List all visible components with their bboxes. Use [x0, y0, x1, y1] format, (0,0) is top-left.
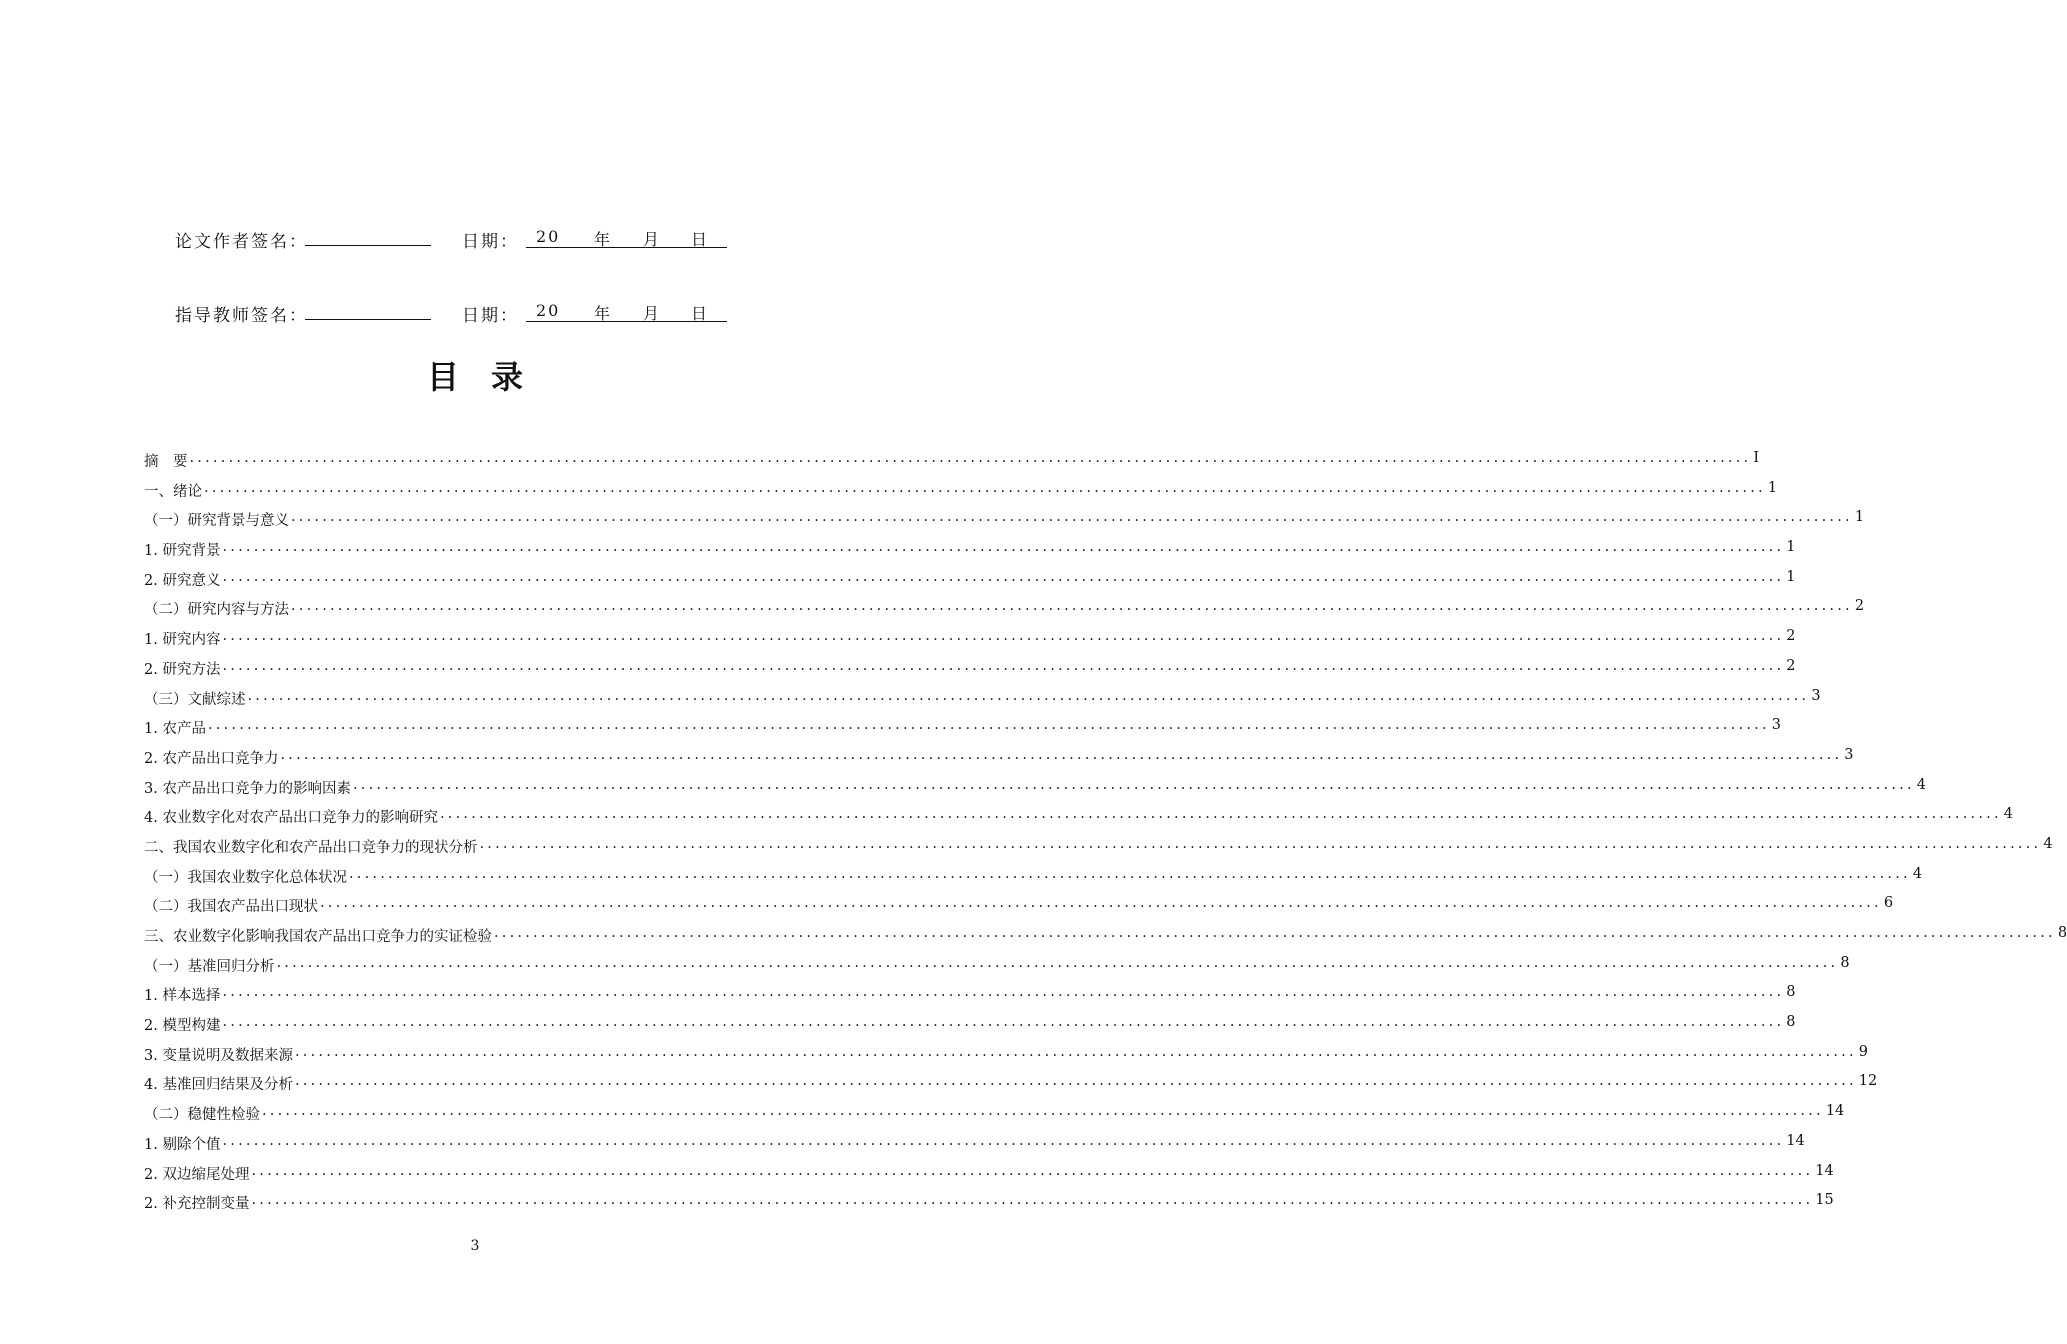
toc-entry[interactable] [144, 746, 1854, 777]
toc-entry[interactable] [144, 1192, 1834, 1222]
toc-entry[interactable] [144, 1014, 1796, 1044]
toc-entry-title: 1. 样本选择 [144, 988, 221, 1005]
toc-dot-leader: ........................................................................................................................................................................................................ [479, 835, 2042, 852]
toc-entry-page: 3 [1771, 717, 1782, 734]
toc-entry[interactable] [144, 925, 2067, 955]
advisor-date-month-char: 月 [643, 304, 662, 323]
toc-entry-page: 8 [2057, 925, 2067, 941]
toc-dot-leader: ........................................................................................................................................................................................................ [294, 1043, 1857, 1060]
toc-dot-leader: ........................................................................................................................................................................................................ [320, 895, 1882, 912]
toc-entry-page: 9 [1858, 1043, 1869, 1060]
toc-entry-title: 1. 剔除个值 [144, 1136, 221, 1153]
toc-entry-title: （一）基准回归分析 [144, 958, 275, 975]
toc-entry-page: 14 [1825, 1103, 1845, 1120]
toc-entry-title: 三、农业数字化影响我国农产品出口竞争力的实证检验 [144, 929, 492, 945]
toc-entry[interactable] [144, 509, 1865, 539]
toc-entry[interactable] [144, 776, 1927, 807]
toc-entry-title: 2. 模型构建 [144, 1018, 221, 1035]
toc-entry[interactable] [144, 687, 1821, 718]
toc-entry[interactable] [144, 450, 1760, 480]
toc-dot-leader: ........................................................................................................................................................................................................ [222, 539, 1785, 556]
toc-entry-title: 2. 补充控制变量 [144, 1196, 250, 1213]
advisor-signature-label: 指导教师签名： [175, 306, 308, 326]
advisor-date-year-char: 年 [594, 304, 613, 323]
author-date-label: 日期： [462, 232, 519, 252]
toc-dot-leader: ........................................................................................................................................................................................................ [222, 568, 1785, 585]
toc-dot-leader: ........................................................................................................................................................................................................ [280, 746, 1843, 763]
toc-entry[interactable] [144, 657, 1796, 688]
advisor-date-field [526, 301, 727, 322]
toc-dot-leader: ........................................................................................................................................................................................................ [352, 776, 1915, 793]
toc-entry-page: 2 [1786, 657, 1796, 674]
toc-entry-page: 2 [1854, 598, 1865, 615]
toc-entry-title: （二）稳健性检验 [144, 1107, 260, 1124]
advisor-date-label: 日期： [462, 306, 519, 326]
toc-entry-page: I [1753, 450, 1760, 466]
toc-entry-title: 2. 农产品出口竞争力 [144, 750, 279, 767]
toc-entry-page: 4 [2003, 806, 2014, 823]
toc-entry-page: 1 [1786, 568, 1796, 585]
toc-dot-leader: ........................................................................................................................................................................................................ [251, 1162, 1814, 1179]
toc-dot-leader: ........................................................................................................................................................................................................ [439, 806, 2002, 823]
toc-entry-page: 3 [1811, 687, 1821, 704]
toc-entry[interactable] [144, 539, 1796, 569]
toc-dot-leader: ........................................................................................................................................................................................................ [349, 865, 1911, 882]
toc-entry-title: 2. 研究意义 [144, 572, 221, 589]
toc-title: 目录 [426, 358, 555, 396]
toc-entry[interactable] [144, 984, 1796, 1014]
toc-dot-leader: ........................................................................................................................................................................................................ [276, 954, 1839, 971]
toc-entry-title: 4. 农业数字化对农产品出口竞争力的影响研究 [144, 810, 438, 827]
toc-entry[interactable] [144, 954, 1850, 985]
toc-entry-page: 8 [1786, 984, 1796, 1001]
toc-entry-page: 4 [1912, 865, 1923, 882]
toc-dot-leader: ........................................................................................................................................................................................................ [222, 1132, 1785, 1149]
toc-entry-page: 1 [1786, 539, 1796, 556]
toc-entry-page: 2 [1786, 628, 1796, 645]
toc-entry-page: 1 [1854, 509, 1865, 526]
toc-dot-leader: ........................................................................................................................................................................................................ [294, 1073, 1857, 1090]
toc-dot-leader: ........................................................................................................................................................................................................ [247, 687, 1810, 704]
toc-dot-leader: ........................................................................................................................................................................................................ [494, 925, 2056, 941]
toc-entry[interactable] [144, 1162, 1834, 1193]
toc-dot-leader: ........................................................................................................................................................................................................ [222, 628, 1785, 645]
toc-entry-title: （一）研究背景与意义 [144, 513, 289, 530]
toc-entry[interactable] [144, 1043, 1869, 1074]
toc-dot-leader: ........................................................................................................................................................................................................ [207, 717, 1770, 734]
toc-entry-title: （一）我国农业数字化总体状况 [144, 869, 347, 886]
toc-dot-leader: ........................................................................................................................................................................................................ [222, 657, 1785, 674]
toc-entry-page: 4 [2043, 835, 2053, 852]
author-signature-label: 论文作者签名： [175, 232, 308, 252]
toc-entry-page: 4 [1916, 776, 1927, 793]
toc-entry[interactable] [144, 835, 2053, 866]
toc-entry-title: （二）研究内容与方法 [144, 602, 289, 619]
toc-entry-title: 一、绪论 [144, 483, 202, 500]
toc-entry-title: 3. 农产品出口竞争力的影响因素 [144, 780, 351, 797]
toc-entry-title: （三）文献综述 [144, 691, 246, 708]
toc-entry-title: 2. 研究方法 [144, 661, 221, 678]
toc-entry-page: 8 [1786, 1014, 1796, 1031]
toc-entry-title: 二、我国农业数字化和农产品出口竞争力的现状分析 [144, 839, 478, 856]
toc-entry-title: 1. 农产品 [144, 721, 206, 738]
table-of-contents [144, 450, 2067, 1222]
toc-entry[interactable] [144, 1073, 1878, 1103]
toc-entry-title: 1. 研究内容 [144, 632, 221, 649]
toc-entry[interactable] [144, 479, 1778, 510]
advisor-date-year: 20 [536, 301, 561, 320]
author-date-field [526, 227, 727, 248]
toc-dot-leader: ........................................................................................................................................................................................................ [251, 1192, 1814, 1209]
author-date-month-char: 月 [643, 230, 662, 249]
toc-entry[interactable] [144, 1132, 1805, 1163]
advisor-signature-line [305, 319, 431, 320]
toc-dot-leader: ........................................................................................................................................................................................................ [291, 509, 1853, 526]
page-number: 3 [470, 1238, 480, 1254]
toc-entry[interactable] [144, 628, 1796, 658]
toc-entry-page: 12 [1858, 1073, 1878, 1090]
toc-entry-page: 3 [1844, 746, 1854, 763]
toc-dot-leader: ........................................................................................................................................................................................................ [222, 1014, 1785, 1031]
toc-dot-leader: ........................................................................................................................................................................................................ [204, 479, 1766, 496]
author-date-year-char: 年 [594, 230, 613, 249]
toc-entry-page: 6 [1883, 895, 1894, 912]
toc-entry-page: 8 [1840, 954, 1850, 971]
author-date-year: 20 [536, 227, 561, 246]
toc-dot-leader: ........................................................................................................................................................................................................ [189, 450, 1752, 466]
toc-entry-title: （二）我国农产品出口现状 [144, 899, 318, 916]
toc-dot-leader: ........................................................................................................................................................................................................ [222, 984, 1785, 1001]
author-signature-line [305, 245, 431, 246]
toc-entry[interactable] [144, 1103, 1845, 1133]
toc-entry-page: 14 [1786, 1132, 1805, 1149]
toc-entry-title: 4. 基准回归结果及分析 [144, 1077, 293, 1094]
toc-entry[interactable] [144, 895, 1894, 925]
toc-entry-title: 1. 研究背景 [144, 543, 221, 560]
toc-entry-page: 14 [1815, 1162, 1834, 1179]
author-date-day-char: 日 [691, 230, 710, 249]
toc-entry[interactable] [144, 806, 2014, 836]
toc-entry-title: 摘 要 [144, 454, 188, 470]
toc-entry[interactable] [144, 598, 1865, 628]
toc-entry-page: 15 [1815, 1192, 1834, 1209]
toc-entry-page: 1 [1767, 479, 1778, 496]
toc-entry[interactable] [144, 568, 1796, 599]
toc-dot-leader: ........................................................................................................................................................................................................ [262, 1103, 1824, 1120]
toc-entry-title: 3. 变量说明及数据来源 [144, 1047, 293, 1064]
toc-dot-leader: ........................................................................................................................................................................................................ [291, 598, 1853, 615]
advisor-date-day-char: 日 [691, 304, 710, 323]
toc-entry-title: 2. 双边缩尾处理 [144, 1166, 250, 1183]
toc-entry[interactable] [144, 865, 1923, 896]
toc-entry[interactable] [144, 717, 1782, 747]
